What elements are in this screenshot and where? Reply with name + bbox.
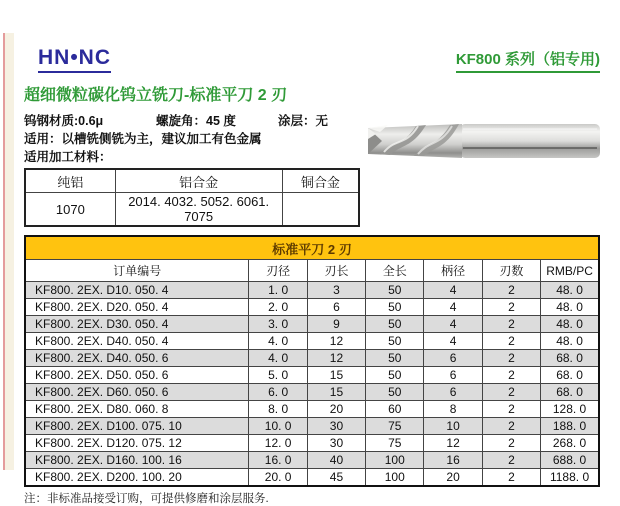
value-cell: 75 — [366, 418, 424, 435]
column-header: 全长 — [366, 260, 424, 282]
value-cell: 50 — [366, 384, 424, 401]
value-cell: 2 — [482, 418, 540, 435]
value-cell: 2 — [482, 299, 540, 316]
table-row — [25, 333, 599, 350]
table-row — [25, 384, 599, 401]
value-cell: 60 — [366, 401, 424, 418]
value-cell: 15 — [307, 384, 365, 401]
value-cell: 75 — [366, 435, 424, 452]
value-cell: 3. 0 — [249, 316, 307, 333]
value-cell: 12 — [307, 350, 365, 367]
value-cell: 50 — [366, 350, 424, 367]
value-cell: 68. 0 — [541, 350, 599, 367]
value-cell: 128. 0 — [541, 401, 599, 418]
brand-logo: HN•NC — [38, 46, 111, 73]
column-header: 刃长 — [307, 260, 365, 282]
table-row — [25, 282, 599, 299]
value-cell: 188. 0 — [541, 418, 599, 435]
value-cell: 50 — [366, 299, 424, 316]
row-first-cell: KF800. 2EX. D20. 050. 4 — [25, 299, 249, 316]
value-cell: 30 — [307, 418, 365, 435]
column-header-row — [25, 260, 599, 282]
row-first-cell: KF800. 2EX. D40. 050. 6 — [25, 350, 249, 367]
value-cell: 48. 0 — [541, 282, 599, 299]
table-row — [25, 435, 599, 452]
workpiece-table — [24, 168, 360, 227]
value-cell: 6 — [424, 384, 482, 401]
value-cell: 68. 0 — [541, 384, 599, 401]
table-band-title: 标准平刀 2 刃 — [25, 236, 599, 260]
value-cell: 2 — [482, 282, 540, 299]
column-header: 刃数 — [482, 260, 540, 282]
page-left-margin-strip — [5, 33, 14, 470]
table-row — [25, 367, 599, 384]
spec-application: 适用：以槽铣侧铣为主，建议加工有色金属 — [24, 132, 262, 146]
row-first-cell: 1070 — [25, 193, 115, 227]
value-cell: 12 — [307, 333, 365, 350]
value-cell: 2 — [482, 350, 540, 367]
value-cell: 688. 0 — [541, 452, 599, 469]
band-row — [25, 236, 599, 260]
spec-helix-angle: 螺旋角：45 度 — [156, 114, 236, 128]
value-cell: 40 — [307, 452, 365, 469]
value-cell: 6 — [307, 299, 365, 316]
value-cell: 50 — [366, 333, 424, 350]
table-row — [25, 316, 599, 333]
value-cell: 2014. 4032. 5052. 6061. 7075 — [115, 193, 282, 227]
value-cell: 30 — [307, 435, 365, 452]
column-header: 柄径 — [424, 260, 482, 282]
value-cell: 45 — [307, 469, 365, 487]
row-first-cell: KF800. 2EX. D100. 075. 10 — [25, 418, 249, 435]
value-cell: 2 — [482, 469, 540, 487]
row-first-cell: KF800. 2EX. D30. 050. 4 — [25, 316, 249, 333]
column-header: 订单编号 — [25, 260, 249, 282]
value-cell: 2. 0 — [249, 299, 307, 316]
value-cell: 8 — [424, 401, 482, 418]
value-cell: 2 — [482, 367, 540, 384]
column-header: RMB/PC — [541, 260, 599, 282]
value-cell: 15 — [307, 367, 365, 384]
table-row — [25, 469, 599, 487]
value-cell: 5. 0 — [249, 367, 307, 384]
footnote: 注：非标准品接受订购，可提供修磨和涂层服务. — [24, 493, 269, 505]
value-cell: 68. 0 — [541, 367, 599, 384]
spec-coating: 涂层：无 — [278, 114, 329, 128]
workpiece-materials-label: 适用加工材料： — [24, 150, 112, 164]
value-cell: 2 — [482, 316, 540, 333]
column-header: 铜合金 — [282, 169, 359, 193]
value-cell: 4. 0 — [249, 333, 307, 350]
table-row — [25, 350, 599, 367]
value-cell: 6 — [424, 350, 482, 367]
value-cell: 48. 0 — [541, 333, 599, 350]
workpiece-header-row — [25, 169, 359, 193]
value-cell: 9 — [307, 316, 365, 333]
table-row — [25, 299, 599, 316]
value-cell: 12 — [424, 435, 482, 452]
value-cell: 8. 0 — [249, 401, 307, 418]
row-first-cell: KF800. 2EX. D160. 100. 16 — [25, 452, 249, 469]
value-cell: 2 — [482, 452, 540, 469]
row-first-cell: KF800. 2EX. D60. 050. 6 — [25, 384, 249, 401]
row-first-cell: KF800. 2EX. D10. 050. 4 — [25, 282, 249, 299]
value-cell: 48. 0 — [541, 299, 599, 316]
value-cell: 4. 0 — [249, 350, 307, 367]
value-cell: 6. 0 — [249, 384, 307, 401]
value-cell: 4 — [424, 316, 482, 333]
value-cell: 2 — [482, 333, 540, 350]
value-cell: 12. 0 — [249, 435, 307, 452]
row-first-cell: KF800. 2EX. D40. 050. 4 — [25, 333, 249, 350]
column-header: 铝合金 — [115, 169, 282, 193]
value-cell: 100 — [366, 452, 424, 469]
row-first-cell: KF800. 2EX. D50. 050. 6 — [25, 367, 249, 384]
value-cell: 2 — [482, 384, 540, 401]
value-cell: 20. 0 — [249, 469, 307, 487]
two-flute-endmill-illustration — [358, 98, 606, 188]
product-title: 超细微粒碳化钨立铣刀-标准平刀 2 刃 — [24, 87, 288, 104]
row-first-cell: KF800. 2EX. D200. 100. 20 — [25, 469, 249, 487]
value-cell: 1. 0 — [249, 282, 307, 299]
value-cell: 50 — [366, 367, 424, 384]
value-cell: 2 — [482, 435, 540, 452]
value-cell: 4 — [424, 299, 482, 316]
value-cell: 6 — [424, 367, 482, 384]
table-row — [25, 401, 599, 418]
value-cell: 1188. 0 — [541, 469, 599, 487]
value-cell: 50 — [366, 316, 424, 333]
column-header: 纯铝 — [25, 169, 115, 193]
series-title: KF800 系列（铝专用) — [456, 48, 600, 73]
value-cell: 20 — [424, 469, 482, 487]
endmill-photo — [358, 98, 606, 188]
spec-material: 钨钢材质:0.6μ — [24, 114, 104, 128]
value-cell: 4 — [424, 333, 482, 350]
value-cell: 50 — [366, 282, 424, 299]
value-cell: 268. 0 — [541, 435, 599, 452]
table-row — [25, 452, 599, 469]
value-cell: 2 — [482, 401, 540, 418]
table-row — [25, 193, 359, 227]
value-cell: 10 — [424, 418, 482, 435]
value-cell: 20 — [307, 401, 365, 418]
value-cell: 16. 0 — [249, 452, 307, 469]
price-table — [24, 235, 600, 487]
value-cell: 10. 0 — [249, 418, 307, 435]
table-row — [25, 418, 599, 435]
value-cell: 100 — [366, 469, 424, 487]
row-first-cell: KF800. 2EX. D80. 060. 8 — [25, 401, 249, 418]
value-cell: 48. 0 — [541, 316, 599, 333]
page-header — [24, 46, 600, 73]
value-cell: 3 — [307, 282, 365, 299]
row-first-cell: KF800. 2EX. D120. 075. 12 — [25, 435, 249, 452]
column-header: 刃径 — [249, 260, 307, 282]
value-cell — [282, 193, 359, 227]
value-cell: 16 — [424, 452, 482, 469]
value-cell: 4 — [424, 282, 482, 299]
